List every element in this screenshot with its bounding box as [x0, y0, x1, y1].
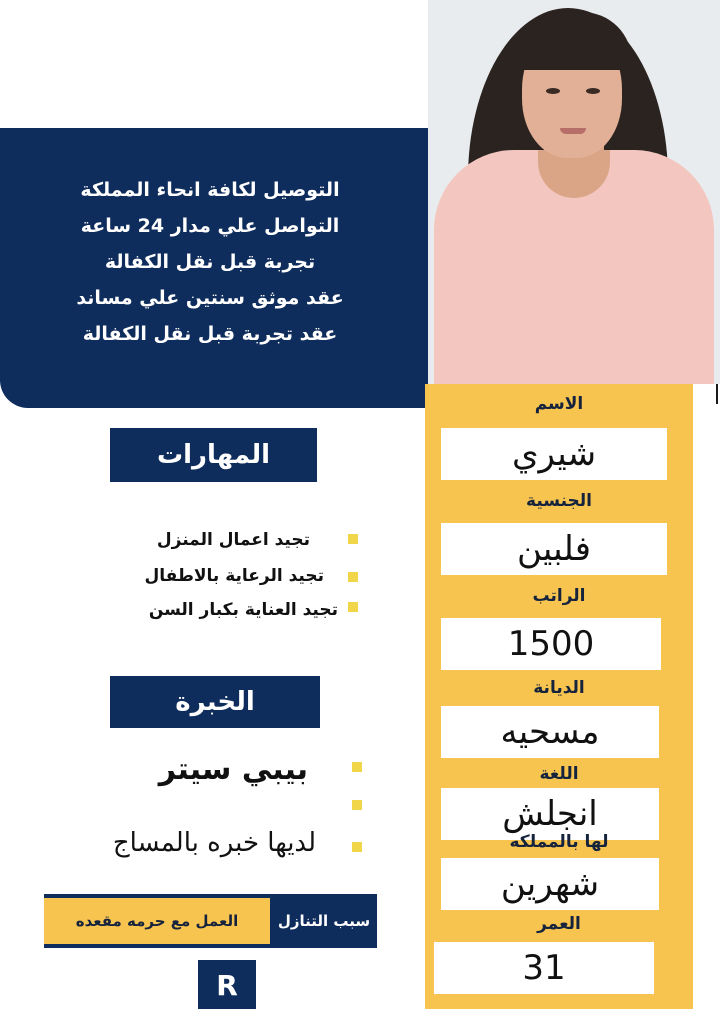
bullet-icon	[348, 534, 358, 544]
bullet-icon	[352, 800, 362, 810]
age-value: 31	[434, 942, 654, 994]
age-label: العمر	[537, 914, 581, 934]
reason-label: سبب التنازل	[277, 912, 371, 930]
bullet-icon	[352, 762, 362, 772]
feature-line: عقد موثق سنتين علي مساند	[76, 287, 344, 309]
photo-eye	[586, 88, 600, 94]
brand-logo: R	[198, 960, 256, 1009]
experience-header: الخبرة	[110, 676, 320, 728]
worker-photo	[428, 0, 720, 384]
divider-line	[716, 384, 718, 404]
salary-label: الراتب	[532, 586, 586, 606]
feature-line: تجربة قبل نقل الكفالة	[104, 251, 316, 273]
experience-item: لديها خبره بالمساج	[112, 828, 316, 858]
feature-line: التواصل علي مدار 24 ساعة	[80, 215, 340, 237]
duration-label: لها بالمملكه	[509, 832, 609, 852]
duration-value: شهرين	[441, 858, 659, 910]
feature-line: عقد تجربة قبل نقل الكفالة	[82, 323, 338, 345]
feature-line: التوصيل لكافة انحاء المملكة	[80, 179, 340, 201]
photo-mouth	[560, 128, 586, 134]
religion-label: الديانة	[533, 678, 585, 698]
reason-value: العمل مع حرمه مقعده	[44, 898, 270, 944]
name-value: شيري	[441, 428, 667, 480]
nationality-label: الجنسية	[526, 491, 592, 511]
bullet-icon	[352, 842, 362, 852]
skill-item: تجيد اعمال المنزل	[156, 530, 310, 550]
skill-item: تجيد الرعاية بالاطفال	[144, 566, 324, 586]
name-label: الاسم	[534, 394, 584, 414]
bullet-icon	[348, 602, 358, 612]
language-label: اللغة	[539, 764, 579, 784]
religion-value: مسحيه	[441, 706, 659, 758]
experience-item: بيبي سيتر	[158, 752, 308, 787]
skill-item: تجيد العناية بكبار السن	[148, 600, 338, 620]
nationality-value: فلبين	[441, 523, 667, 575]
skills-header: المهارات	[110, 428, 317, 482]
salary-value: 1500	[441, 618, 661, 670]
features-list	[40, 172, 380, 352]
photo-eye	[546, 88, 560, 94]
language-value: انجلش	[441, 788, 659, 840]
bullet-icon	[348, 572, 358, 582]
